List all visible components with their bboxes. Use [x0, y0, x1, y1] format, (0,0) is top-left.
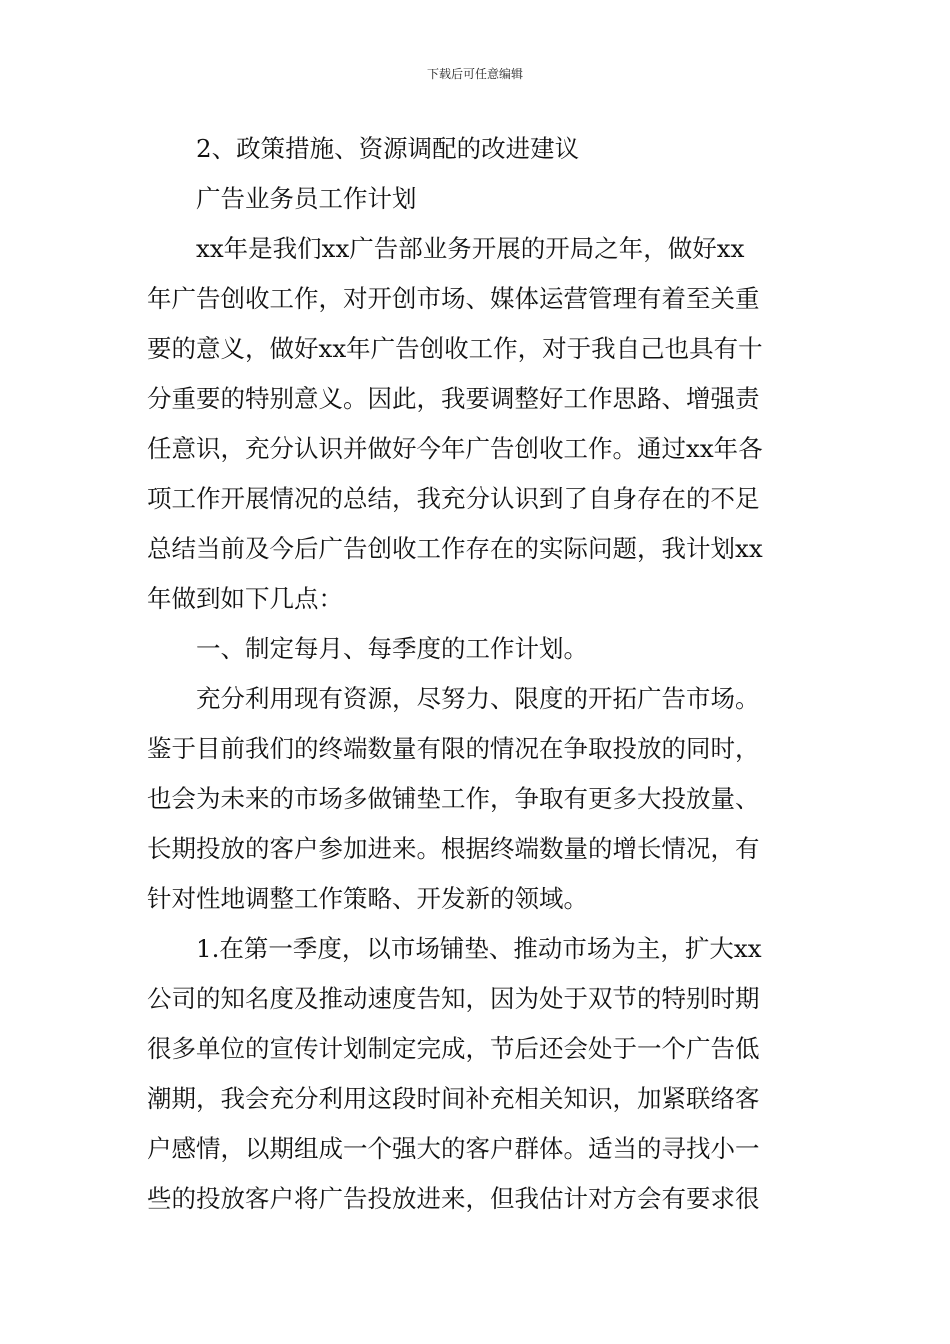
paragraph-line: 公司的知名度及推动速度告知，因为处于双节的特别时期	[147, 984, 760, 1013]
paragraph-line: 项工作开展情况的总结，我充分认识到了自身存在的不足	[147, 484, 760, 513]
paragraph-line: 长期投放的客户参加进来。根据终端数量的增长情况，有	[147, 834, 760, 863]
paragraph-line: 年做到如下几点：	[147, 584, 343, 613]
page-header: 下载后可任意编辑	[426, 67, 523, 81]
paragraph-line: 任意识，充分认识并做好今年广告创收工作。通过xx年各	[147, 434, 763, 463]
paragraph-line: 年广告创收工作，对开创市场、媒体运营管理有着至关重	[147, 284, 760, 313]
paragraph-line: 充分利用现有资源，尽努力、限度的开拓广告市场。	[196, 684, 760, 713]
paragraph-line: 针对性地调整工作策略、开发新的领域。	[147, 884, 588, 913]
paragraph-line: 也会为未来的市场多做铺垫工作，争取有更多大投放量、	[147, 784, 760, 813]
paragraph-line: 户感情，以期组成一个强大的客户群体。适当的寻找小一	[147, 1134, 760, 1163]
paragraph-line: 分重要的特别意义。因此，我要调整好工作思路、增强责	[147, 384, 760, 413]
paragraph-line: 鉴于目前我们的终端数量有限的情况在争取投放的同时，	[147, 734, 760, 763]
paragraph-line: 很多单位的宣传计划制定完成，节后还会处于一个广告低	[147, 1034, 760, 1063]
paragraph-line: 些的投放客户将广告投放进来，但我估计对方会有要求很	[147, 1184, 760, 1213]
section-title: 广告业务员工作计划	[196, 184, 417, 213]
policy-suggestion-line: 2、政策措施、资源调配的改进建议	[196, 134, 580, 163]
paragraph-line: 要的意义，做好xx年广告创收工作，对于我自己也具有十	[147, 334, 763, 363]
paragraph-line: 总结当前及今后广告创收工作存在的实际问题，我计划xx	[147, 534, 763, 563]
subsection-heading: 一、制定每月、每季度的工作计划。	[196, 634, 588, 663]
paragraph-line: 潮期，我会充分利用这段时间补充相关知识，加紧联络客	[147, 1084, 760, 1113]
paragraph-line: xx年是我们xx广告部业务开展的开局之年，做好xx	[196, 234, 745, 263]
paragraph-line: 1.在第一季度，以市场铺垫、推动市场为主，扩大xx	[196, 934, 762, 963]
